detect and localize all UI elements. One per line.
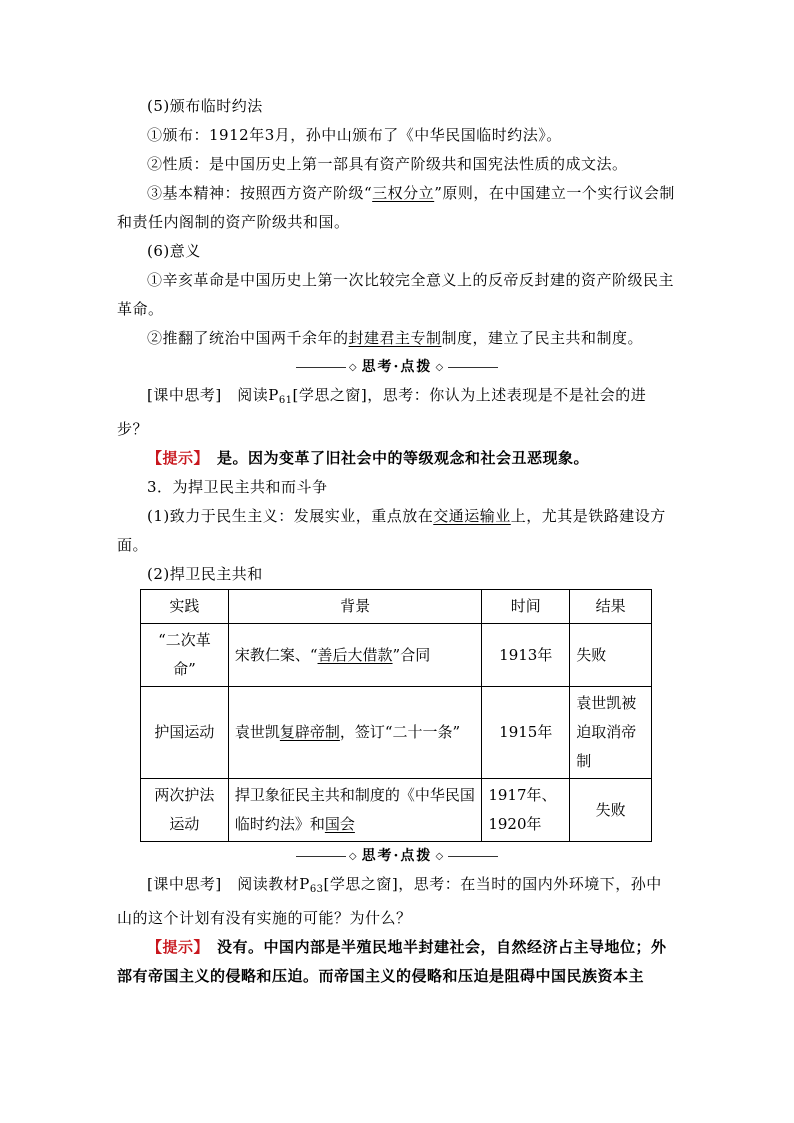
- practice-cell: 两次护法运动: [141, 779, 229, 842]
- defend-republic-table: [140, 589, 652, 842]
- section-6-point-1: ①辛亥革命是中国历史上第一次比较完全意义上的反帝反封建的资产阶级民主革命。: [117, 271, 675, 318]
- hint-tag: 【提示】: [147, 938, 202, 956]
- table-header: 背景: [228, 590, 481, 624]
- divider-label: 思考·点拨: [361, 847, 433, 864]
- think-hint-2: 【提示】 没有。中国内部是半殖民地半封建社会，自然经济占主导地位；外部有帝国主义的侵略和压迫。而帝国主义的侵略和压迫是阻碍中国民族资本主: [117, 938, 667, 985]
- underlined-term: 三权分立: [372, 184, 435, 202]
- background-cell: 袁世凯复辟帝制，签订“二十一条”: [228, 687, 481, 779]
- time-cell: 1917年、1920年: [482, 779, 570, 842]
- issue-label: ①颁布：: [147, 126, 210, 144]
- underlined-term: 复辟帝制: [279, 723, 340, 741]
- diamond-icon: ◇: [348, 850, 359, 862]
- section-6-point-2: ②推翻了统治中国两千余年的封建君主专制制度，建立了民主共和制度。: [147, 329, 644, 347]
- issue-text: 1912年3月，孙中山颁布了《中华民国临时约法》。: [209, 126, 562, 144]
- result-cell: 失败: [570, 624, 652, 687]
- diamond-icon: ◇: [435, 850, 446, 862]
- time-cell: 1915年: [482, 687, 570, 779]
- hint-tag: 【提示】: [147, 449, 202, 467]
- table-row: [141, 624, 652, 687]
- table-header-row: [141, 590, 652, 624]
- divider-line: [448, 367, 498, 368]
- think-question-2: [课中思考] 阅读教材$P_{63}$[学思之窗]，思考：在当时的国内外环境下，孙中山的这个计划有没有实施的可能？为什么？: [117, 875, 662, 927]
- table-header: 结果: [570, 590, 652, 624]
- section-6-title: (6)意义: [147, 242, 201, 260]
- section-5-issue: [117, 121, 677, 150]
- section-3-sub-1: (1)致力于民生主义：发展实业，重点放在交通运输业上，尤其是铁路建设方面。: [117, 507, 666, 554]
- result-cell: 袁世凯被迫取消帝制: [570, 687, 652, 779]
- section-3-title: 3．为捍卫民主共和而斗争: [147, 478, 328, 496]
- diamond-icon: ◇: [435, 361, 446, 373]
- underlined-term: 国会: [324, 815, 355, 833]
- divider-label: 思考·点拨: [361, 358, 433, 375]
- table-header: 时间: [482, 590, 570, 624]
- divider-line: [296, 367, 346, 368]
- background-cell: 宋教仁案、“善后大借款”合同: [228, 624, 481, 687]
- underlined-term: 封建君主专制: [348, 329, 442, 347]
- document-body: [117, 92, 677, 991]
- section-3-sub-2: (2)捍卫民主共和: [147, 565, 263, 583]
- divider-line: [296, 856, 346, 857]
- table-row: [141, 687, 652, 779]
- think-divider: [117, 842, 677, 870]
- background-cell: 捍卫象征民主共和制度的《中华民国临时约法》和国会: [228, 779, 481, 842]
- think-hint-1: 【提示】 是。因为变革了旧社会中的等级观念和社会丑恶现象。: [147, 449, 590, 467]
- section-5-title: (5)颁布临时约法: [147, 97, 263, 115]
- table-header: 实践: [141, 590, 229, 624]
- think-divider: [117, 353, 677, 381]
- result-cell: 失败: [570, 779, 652, 842]
- practice-cell: “二次革命”: [141, 624, 229, 687]
- divider-line: [448, 856, 498, 857]
- section-5-spirit: ③基本精神：按照西方资产阶级“三权分立”原则，在中国建立一个实行议会制和责任内阁制的资产阶级共和国。: [117, 184, 675, 231]
- diamond-icon: ◇: [348, 361, 359, 373]
- underlined-term: 善后大借款: [317, 645, 393, 664]
- time-cell: 1913年: [482, 624, 570, 687]
- table-row: [141, 779, 652, 842]
- think-question-1: [课中思考] 阅读$P_{61}$[学思之窗]，思考：你认为上述表现是不是社会的进步？: [117, 386, 647, 438]
- practice-cell: 护国运动: [141, 687, 229, 779]
- section-5-nature: ②性质：是中国历史上第一部具有资产阶级共和国宪法性质的成文法。: [147, 155, 628, 173]
- underlined-term: 交通运输业: [433, 507, 511, 525]
